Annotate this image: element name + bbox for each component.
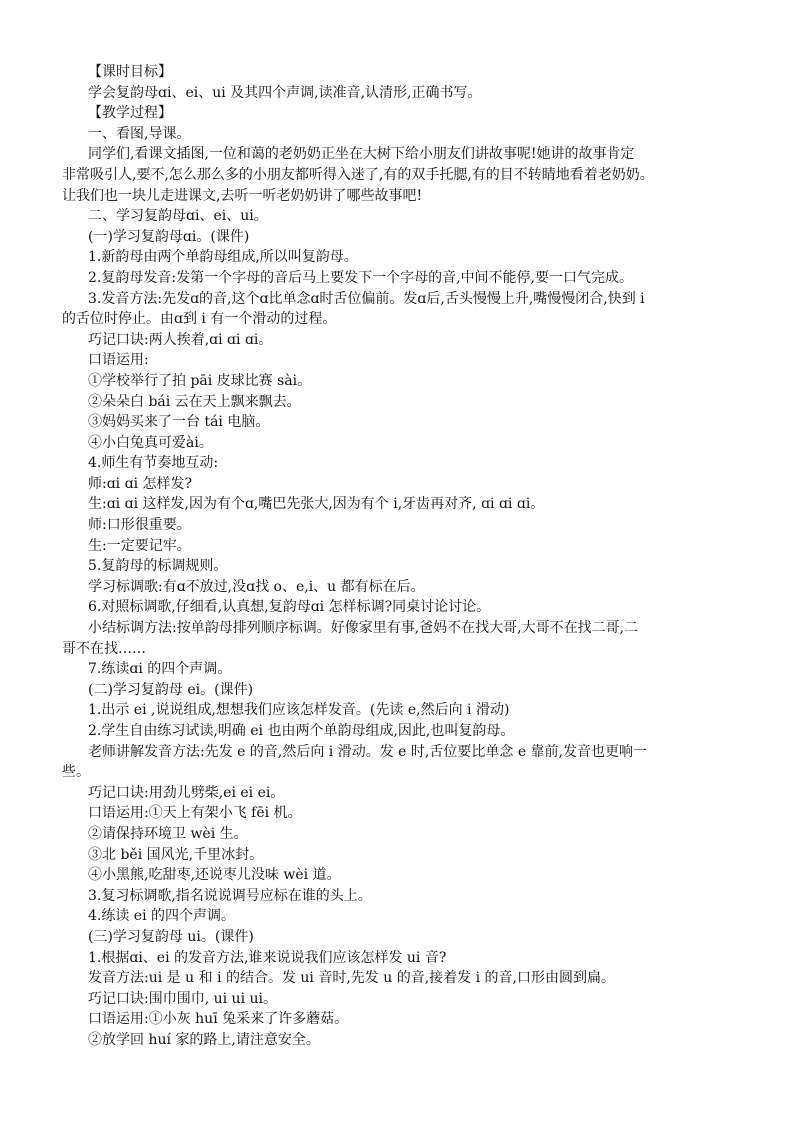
text-line: ③北 běi 国风光,千里冰封。 — [88, 846, 264, 863]
text-line: ③妈妈买来了一台 tái 电脑。 — [88, 414, 270, 431]
text-line: 生:ɑi ɑi 这样发,因为有个ɑ,嘴巴先张大,因为有个 i,牙齿再对齐, ɑi ɑi ɑi。 — [88, 496, 545, 513]
text-line: 2.学生自由练习试读,明确 ei 也由两个单韵母组成,因此,也叫复韵母。 — [88, 723, 515, 739]
text-line: 的舌位时停止。由ɑ到 i 有一个滑动的过程。 — [62, 311, 337, 328]
text-line: 7.练读ɑi 的四个声调。 — [88, 661, 232, 678]
text-line: 6.对照标调歌,仔细看,认真想,复韵母ɑi 怎样标调?同桌讨论讨论。 — [88, 599, 491, 616]
text-line: 1.根据ɑi、ei 的发音方法,谁来说说我们应该怎样发 ui 音? — [88, 949, 447, 966]
text-line: 口语运用: — [88, 352, 149, 369]
text-line: 非常吸引人,要不,怎么那么多的小朋友都听得入迷了,有的双手托腮,有的目不转睛地看着老奶奶。 — [62, 166, 654, 183]
text-line: ④小黑熊,吃甜枣,还说枣儿没味 wèi 道。 — [88, 867, 341, 884]
text-line: 1.新韵母由两个单韵母组成,所以叫复韵母。 — [88, 249, 358, 266]
text-line: 老师讲解发音方法:先发 e 的音,然后向 i 滑动。发 e 时,舌位要比单念 e 靠前,发音也更响一 — [88, 743, 647, 760]
document-body — [62, 62, 742, 1051]
text-line: 巧记口诀:用劲儿劈柴,ei ei ei。 — [88, 784, 285, 801]
text-line: (三)学习复韵母 ui。(课件) — [88, 928, 254, 945]
text-line: ②朵朵白 bái 云在天上飘来飘去。 — [88, 393, 301, 410]
text-line: 生:一定要记牢。 — [88, 537, 191, 554]
text-line: (二)学习复韵母 ei。(课件) — [88, 681, 254, 698]
text-line: 5.复韵母的标调规则。 — [88, 558, 228, 575]
text-line: 2.复韵母发音:发第一个字母的音后马上要发下一个字母的音,中间不能停,要一口气完成。 — [88, 269, 633, 286]
text-line: ②放学回 huí 家的路上,请注意安全。 — [88, 1031, 320, 1048]
text-line: (一)学习复韵母ɑi。(课件) — [88, 228, 250, 245]
text-line: 师:ɑi ɑi 怎样发? — [88, 475, 193, 492]
text-line: ④小白兔真可爱ài。 — [88, 434, 213, 451]
text-line: 哥不在找…… — [62, 640, 146, 657]
text-line: 同学们,看课文插图,一位和蔼的老奶奶正坐在大树下给小朋友们讲故事呢!她讲的故事肯定 — [88, 146, 635, 163]
text-line: 巧记口诀:围巾围巾, ui ui ui。 — [88, 990, 277, 1007]
text-line: 二、学习复韵母ɑi、ei、ui。 — [88, 208, 268, 225]
text-line: 口语运用:①小灰 huī 兔采来了许多蘑菇。 — [88, 1011, 349, 1028]
text-line: 学习标调歌:有ɑ不放过,没ɑ找 o、e,i、u 都有标在后。 — [88, 578, 425, 595]
text-line: 师:口形很重要。 — [88, 517, 191, 534]
text-line: 巧记口诀:两人挨着,ɑi ɑi ɑi。 — [88, 331, 273, 348]
text-line: 1.出示 ei ,说说组成,想想我们应该怎样发音。(先读 e,然后向 i 滑动) — [88, 702, 510, 719]
text-line: 小结标调方法:按单韵母排列顺序标调。好像家里有事,爸妈不在找大哥,大哥不在找二哥,二 — [88, 620, 639, 637]
text-line: 3.发音方法:先发ɑ的音,这个ɑ比单念ɑ时舌位偏前。发ɑ后,舌头慢慢上升,嘴慢慢闭合,快到 i — [88, 290, 645, 307]
text-line: 学会复韵母ɑi、ei、ui 及其四个声调,读准音,认清形,正确书写。 — [88, 84, 482, 101]
text-line: 让我们也一块儿走进课文,去听一听老奶奶讲了哪些故事吧! — [62, 187, 423, 204]
text-line: 4.师生有节奏地互动: — [88, 455, 219, 472]
text-line: 发音方法:ui 是 u 和 i 的结合。发 ui 音时,先发 u 的音,接着发 i 的音,口形由圆到扁。 — [88, 970, 615, 987]
text-line: ①学校举行了拍 pāi 皮球比赛 sài。 — [88, 372, 312, 389]
text-line: 3.复习标调歌,指名说说调号应标在谁的头上。 — [88, 887, 372, 904]
section-heading: 【课时目标】 — [88, 64, 172, 80]
text-line: ②请保持环境卫 wèi 生。 — [88, 825, 248, 842]
text-line: 4.练读 ei 的四个声调。 — [88, 908, 236, 925]
text-line: 口语运用:①天上有架小飞 fēi 机。 — [88, 805, 302, 822]
text-line: 一、看图,导课。 — [88, 125, 191, 142]
text-line: 些。 — [62, 764, 90, 781]
section-heading: 【教学过程】 — [88, 105, 172, 122]
